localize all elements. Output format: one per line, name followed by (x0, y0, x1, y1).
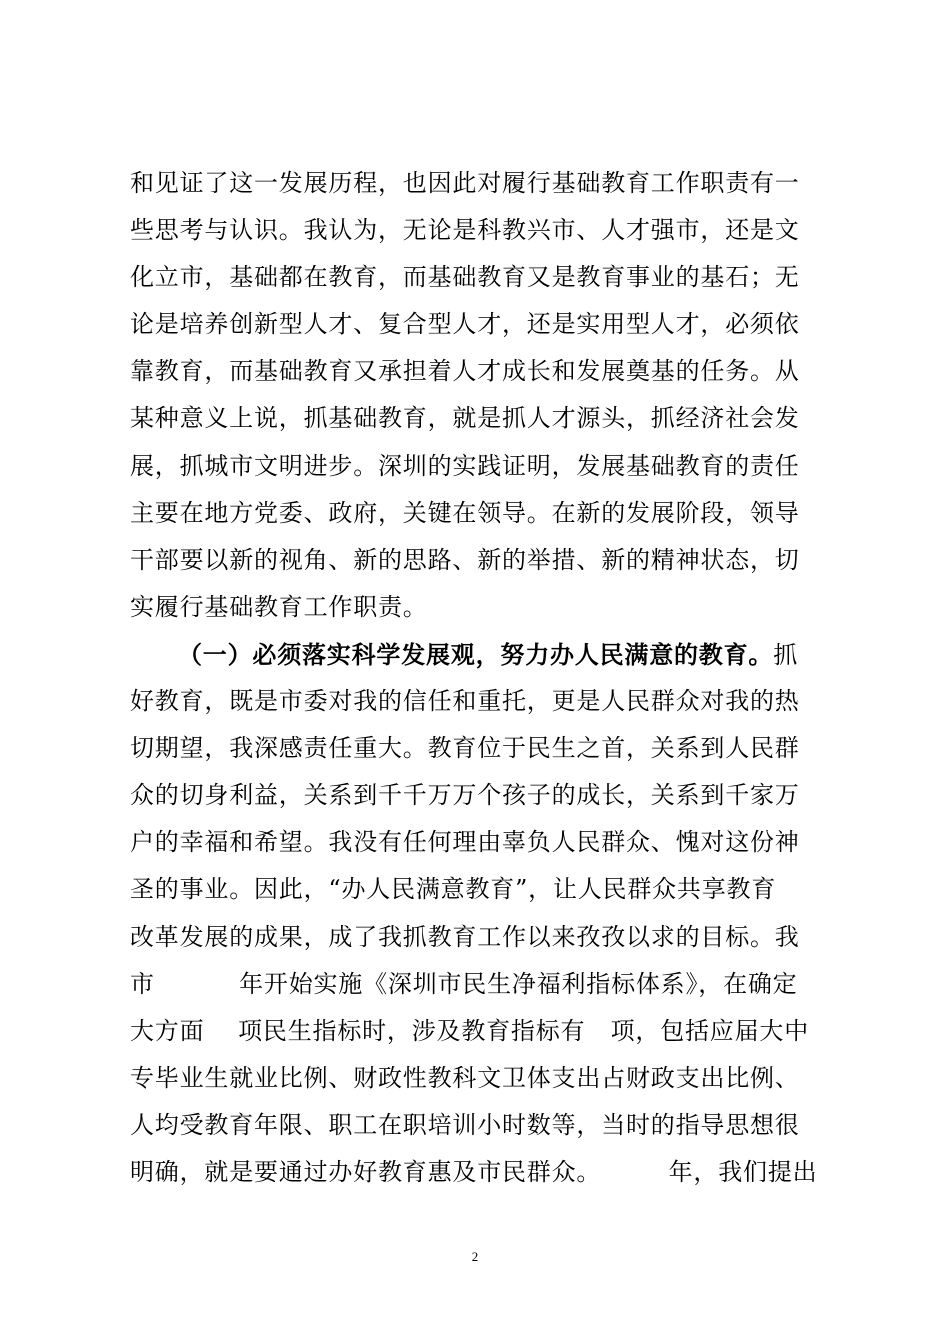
text-line: 众的切身利益，关系到千千万万个孩子的成长，关系到千家万 (130, 781, 800, 810)
text-line: 大方面 项民生指标时，涉及教育指标有 项，包括应届大中 (130, 1016, 810, 1045)
text-line: 改革发展的成果，成了我抓教育工作以来孜孜以求的目标。我 (130, 922, 800, 951)
text-line: 主要在地方党委、政府，关键在领导。在新的发展阶段，领导 (130, 498, 800, 527)
text-line: 市 年开始实施《深圳市民生净福利指标体系》，在确定 (130, 969, 798, 998)
section-heading-line (130, 631, 830, 678)
text-line: 明确，就是要通过办好教育惠及市民群众。 年，我们提出 (130, 1157, 818, 1186)
text-line: 论是培养创新型人才、复合型人才，还是实用型人才，必须依 (130, 310, 800, 339)
text-line: 化立市，基础都在教育，而基础教育又是教育事业的基石；无 (130, 263, 800, 292)
text-line: 切期望，我深感责任重大。教育位于民生之首，关系到人民群 (130, 734, 800, 763)
text-line: 人均受教育年限、职工在职培训小时数等，当时的指导思想很 (130, 1110, 800, 1139)
text-line: 户的幸福和希望。我没有任何理由辜负人民群众、愧对这份神 (130, 828, 800, 857)
text-line: 些思考与认识。我认为，无论是科教兴市、人才强市，还是文 (130, 216, 800, 245)
text-line: 实履行基础教育工作职责。 (130, 592, 428, 621)
text-line: 和见证了这一发展历程，也因此对履行基础教育工作职责有一 (130, 169, 800, 197)
body-text (130, 160, 830, 1196)
text-line: 展，抓城市文明进步。深圳的实践证明，发展基础教育的责任 (130, 451, 800, 480)
text-line: 圣的事业。因此，“办人民满意教育”，让人民群众共享教育 (130, 875, 777, 904)
text-line: 好教育，既是市委对我的信任和重托，更是人民群众对我的热 (130, 687, 800, 716)
text-line: 专毕业生就业比例、财政性教科文卫体支出占财政支出比例、 (130, 1063, 800, 1092)
text-line: 靠教育，而基础教育又承担着人才成长和发展奠基的任务。从 (130, 357, 800, 386)
page-number: 2 (471, 1249, 479, 1264)
section-heading: （一）必须落实科学发展观，努力办人民满意的教育。 (178, 639, 774, 669)
section-heading-continuation: 抓 (773, 640, 799, 669)
text-line: 干部要以新的视角、新的思路、新的举措、新的精神状态，切 (130, 545, 800, 574)
text-line: 某种意义上说，抓基础教育，就是抓人才源头，抓经济社会发 (130, 404, 800, 433)
